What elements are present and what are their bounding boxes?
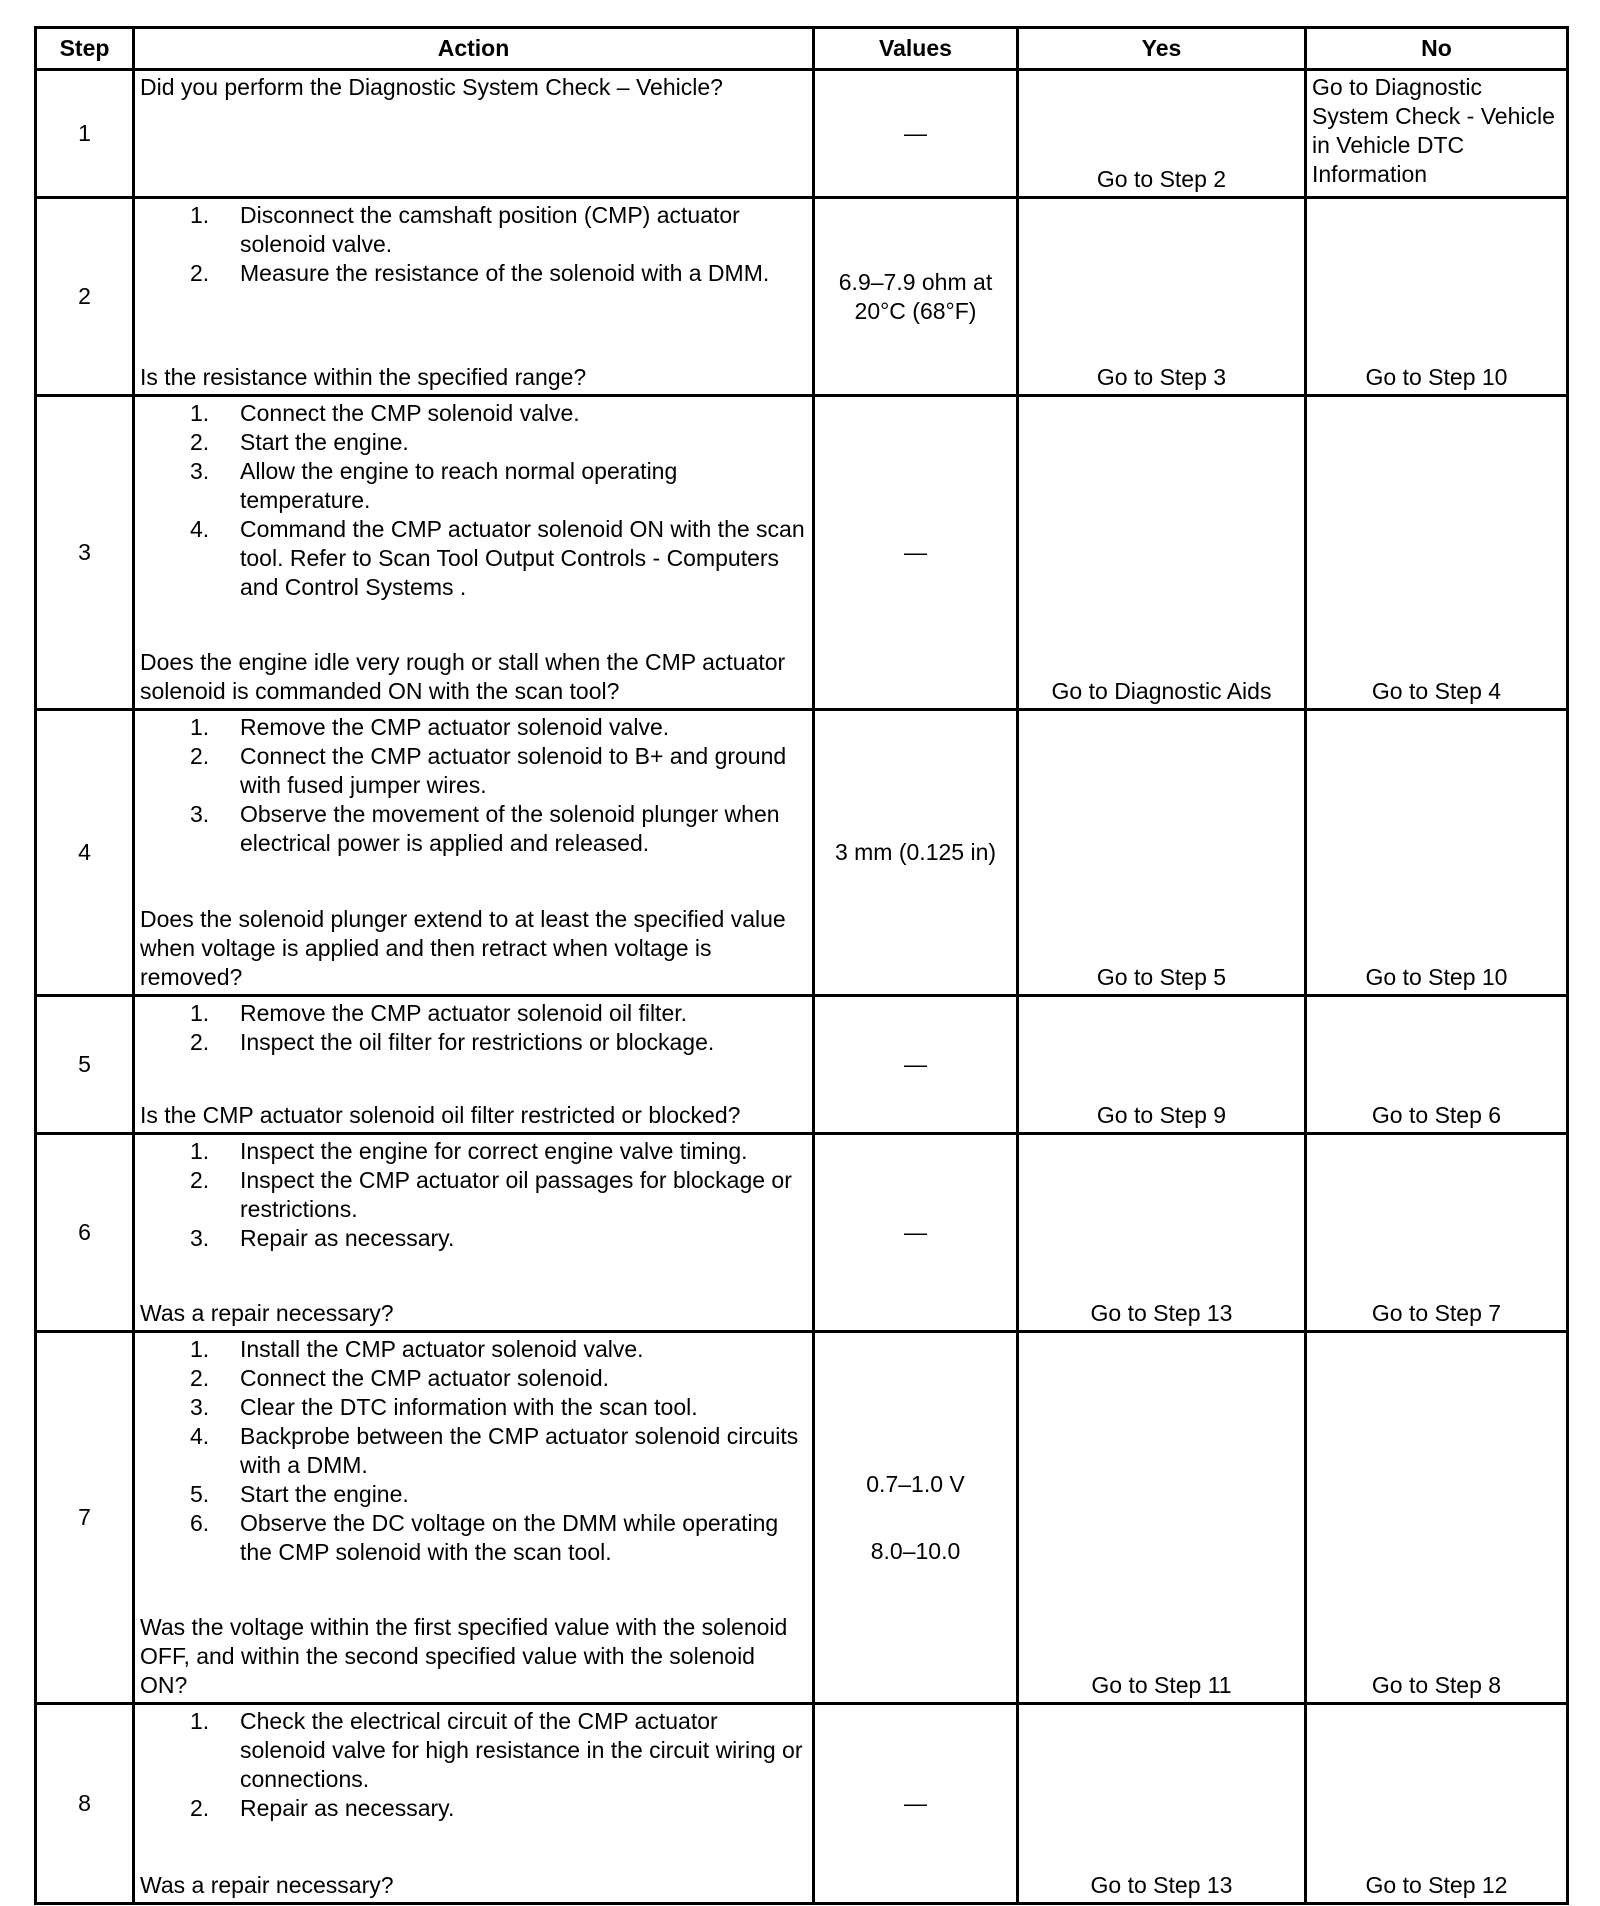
values-cell	[814, 198, 1018, 396]
spec-value: —	[904, 120, 927, 146]
substep-number: 2.	[190, 260, 210, 286]
substep-item	[190, 399, 807, 428]
step-number: 3	[36, 396, 134, 710]
question-text: Did you perform the Diagnostic System Check – Vehicle?	[140, 74, 723, 100]
action-cell	[134, 198, 814, 396]
action-content	[140, 1707, 807, 1900]
substep-text: Command the CMP actuator solenoid ON with the scan tool. Refer to Scan Tool Output Controls - Computers and Control Systems .	[240, 516, 805, 600]
header-action: Action	[134, 28, 814, 70]
substep-list	[140, 399, 807, 602]
step-number: 8	[36, 1704, 134, 1904]
step-number: 6	[36, 1134, 134, 1332]
action-content	[140, 201, 807, 392]
substep-number: 2.	[190, 743, 210, 769]
question-text: Is the CMP actuator solenoid oil filter restricted or blocked?	[140, 1102, 741, 1128]
substep-text: Inspect the CMP actuator oil passages for blockage or restrictions.	[240, 1167, 792, 1222]
spec-value: —	[904, 539, 927, 565]
substep-text: Start the engine.	[240, 429, 409, 455]
substep-text: Measure the resistance of the solenoid with a DMM.	[240, 260, 770, 286]
substep-item	[190, 713, 807, 742]
header-yes: Yes	[1018, 28, 1306, 70]
substep-text: Disconnect the camshaft position (CMP) actuator solenoid valve.	[240, 202, 740, 257]
substep-number: 5.	[190, 1481, 210, 1507]
substep-number: 4.	[190, 516, 210, 542]
spec-value: 0.7–1.0 V	[866, 1470, 965, 1497]
substep-text: Repair as necessary.	[240, 1225, 455, 1251]
substep-number: 2.	[190, 1795, 210, 1821]
table-row	[36, 1134, 1568, 1332]
action-content	[140, 999, 807, 1130]
spec-value: —	[904, 1790, 927, 1816]
substep-item	[190, 1224, 807, 1253]
spec-value: 6.9–7.9 ohm at 20°C (68°F)	[838, 268, 993, 324]
substep-number: 1.	[190, 1000, 210, 1026]
substep-number: 4.	[190, 1423, 210, 1449]
substep-number: 1.	[190, 400, 210, 426]
values-cell	[814, 1704, 1018, 1904]
substep-text: Clear the DTC information with the scan tool.	[240, 1394, 698, 1420]
substep-number: 2.	[190, 1167, 210, 1193]
substep-text: Check the electrical circuit of the CMP actuator solenoid valve for high resistance in the circuit wiring or connections.	[240, 1708, 803, 1792]
values-cell	[814, 1134, 1018, 1332]
no-action: Go to Step 4	[1306, 396, 1568, 710]
substep-item	[190, 1335, 807, 1364]
substep-number: 3.	[190, 801, 210, 827]
substep-text: Install the CMP actuator solenoid valve.	[240, 1336, 644, 1362]
substep-item	[190, 1364, 807, 1393]
substep-number: 1.	[190, 714, 210, 740]
substep-list	[140, 1137, 807, 1253]
action-content	[140, 1335, 807, 1700]
diagnostic-table	[34, 26, 1569, 1905]
values-cell	[814, 1332, 1018, 1704]
action-cell	[134, 1134, 814, 1332]
no-action: Go to Step 8	[1306, 1332, 1568, 1704]
substep-item	[190, 457, 807, 515]
spec-value: —	[904, 1219, 927, 1245]
table-row	[36, 396, 1568, 710]
substep-text: Connect the CMP actuator solenoid to B+ and ground with fused jumper wires.	[240, 743, 787, 798]
table-row	[36, 198, 1568, 396]
substep-list	[140, 1335, 807, 1567]
substep-item	[190, 1393, 807, 1422]
substep-number: 2.	[190, 1365, 210, 1391]
action-content	[140, 73, 807, 194]
substep-item	[190, 1707, 807, 1794]
values-cell	[814, 70, 1018, 198]
substep-number: 6.	[190, 1510, 210, 1536]
substep-number: 1.	[190, 202, 210, 228]
no-action: Go to Step 10	[1306, 710, 1568, 996]
substep-text: Remove the CMP actuator solenoid oil filter.	[240, 1000, 688, 1026]
question-text: Was a repair necessary?	[140, 1300, 394, 1326]
substep-text: Allow the engine to reach normal operating temperature.	[240, 458, 678, 513]
yes-action: Go to Step 11	[1018, 1332, 1306, 1704]
action-cell	[134, 1332, 814, 1704]
substep-list	[140, 999, 807, 1057]
substep-item	[190, 1166, 807, 1224]
substep-item	[190, 1480, 807, 1509]
substep-number: 1.	[190, 1708, 210, 1734]
step-number: 5	[36, 996, 134, 1134]
yes-action: Go to Step 5	[1018, 710, 1306, 996]
substep-item	[190, 800, 807, 858]
substep-number: 1.	[190, 1138, 210, 1164]
substep-text: Repair as necessary.	[240, 1795, 455, 1821]
yes-action: Go to Step 13	[1018, 1704, 1306, 1904]
substep-item	[190, 201, 807, 259]
substep-item	[190, 1509, 807, 1567]
substep-text: Inspect the oil filter for restrictions or blockage.	[240, 1029, 715, 1055]
header-row	[36, 28, 1568, 70]
table-row	[36, 1332, 1568, 1704]
substep-item	[190, 515, 807, 602]
table-row	[36, 1704, 1568, 1904]
action-cell	[134, 396, 814, 710]
header-step: Step	[36, 28, 134, 70]
action-content	[140, 1137, 807, 1328]
substep-list	[140, 201, 807, 288]
substep-item	[190, 428, 807, 457]
substep-text: Connect the CMP actuator solenoid.	[240, 1365, 610, 1391]
yes-action: Go to Diagnostic Aids	[1018, 396, 1306, 710]
step-number: 4	[36, 710, 134, 996]
substep-number: 2.	[190, 429, 210, 455]
no-action: Go to Diagnostic System Check - Vehicle in Vehicle DTC Information	[1306, 70, 1568, 198]
step-number: 1	[36, 70, 134, 198]
substep-number: 2.	[190, 1029, 210, 1055]
substep-text: Connect the CMP solenoid valve.	[240, 400, 580, 426]
action-cell	[134, 710, 814, 996]
substep-text: Observe the movement of the solenoid plunger when electrical power is applied and released.	[240, 801, 780, 856]
yes-action: Go to Step 9	[1018, 996, 1306, 1134]
action-content	[140, 713, 807, 992]
substep-text: Backprobe between the CMP actuator solenoid circuits with a DMM.	[240, 1423, 799, 1478]
values-cell	[814, 996, 1018, 1134]
substep-item	[190, 742, 807, 800]
substep-item	[190, 1137, 807, 1166]
question-text: Was a repair necessary?	[140, 1872, 394, 1898]
substep-number: 3.	[190, 1394, 210, 1420]
spec-value: —	[904, 1051, 927, 1077]
no-action: Go to Step 12	[1306, 1704, 1568, 1904]
substep-text: Observe the DC voltage on the DMM while operating the CMP solenoid with the scan tool.	[240, 1510, 779, 1565]
header-values: Values	[814, 28, 1018, 70]
substep-text: Remove the CMP actuator solenoid valve.	[240, 714, 670, 740]
substep-item	[190, 1028, 807, 1057]
substep-list	[140, 1707, 807, 1823]
yes-action: Go to Step 3	[1018, 198, 1306, 396]
no-action: Go to Step 6	[1306, 996, 1568, 1134]
question-text: Is the resistance within the specified range?	[140, 364, 587, 390]
substep-number: 3.	[190, 1225, 210, 1251]
yes-action: Go to Step 13	[1018, 1134, 1306, 1332]
substep-text: Start the engine.	[240, 1481, 409, 1507]
action-cell	[134, 1704, 814, 1904]
no-action: Go to Step 7	[1306, 1134, 1568, 1332]
action-content	[140, 399, 807, 706]
header-no: No	[1306, 28, 1568, 70]
table-row	[36, 710, 1568, 996]
substep-item	[190, 259, 807, 288]
step-number: 2	[36, 198, 134, 396]
substep-number: 3.	[190, 458, 210, 484]
values-cell	[814, 710, 1018, 996]
question-text: Was the voltage within the first specified value with the solenoid OFF, and within the second specified value with the solenoid ON?	[140, 1614, 788, 1698]
question-text: Does the solenoid plunger extend to at least the specified value when voltage is applied and then retract when voltage is removed?	[140, 906, 786, 990]
no-action: Go to Step 10	[1306, 198, 1568, 396]
substep-number: 1.	[190, 1336, 210, 1362]
action-cell	[134, 70, 814, 198]
substep-text: Inspect the engine for correct engine valve timing.	[240, 1138, 748, 1164]
table-row	[36, 70, 1568, 198]
table-row	[36, 996, 1568, 1134]
substep-item	[190, 1422, 807, 1480]
substep-item	[190, 1794, 807, 1823]
substep-item	[190, 999, 807, 1028]
question-text: Does the engine idle very rough or stall when the CMP actuator solenoid is commanded ON with the scan tool?	[140, 649, 786, 704]
spec-value: 8.0–10.0	[870, 1537, 961, 1564]
values-cell	[814, 396, 1018, 710]
spec-value: 3 mm (0.125 in)	[834, 839, 997, 865]
step-number: 7	[36, 1332, 134, 1704]
yes-action: Go to Step 2	[1018, 70, 1306, 198]
substep-list	[140, 713, 807, 858]
action-cell	[134, 996, 814, 1134]
